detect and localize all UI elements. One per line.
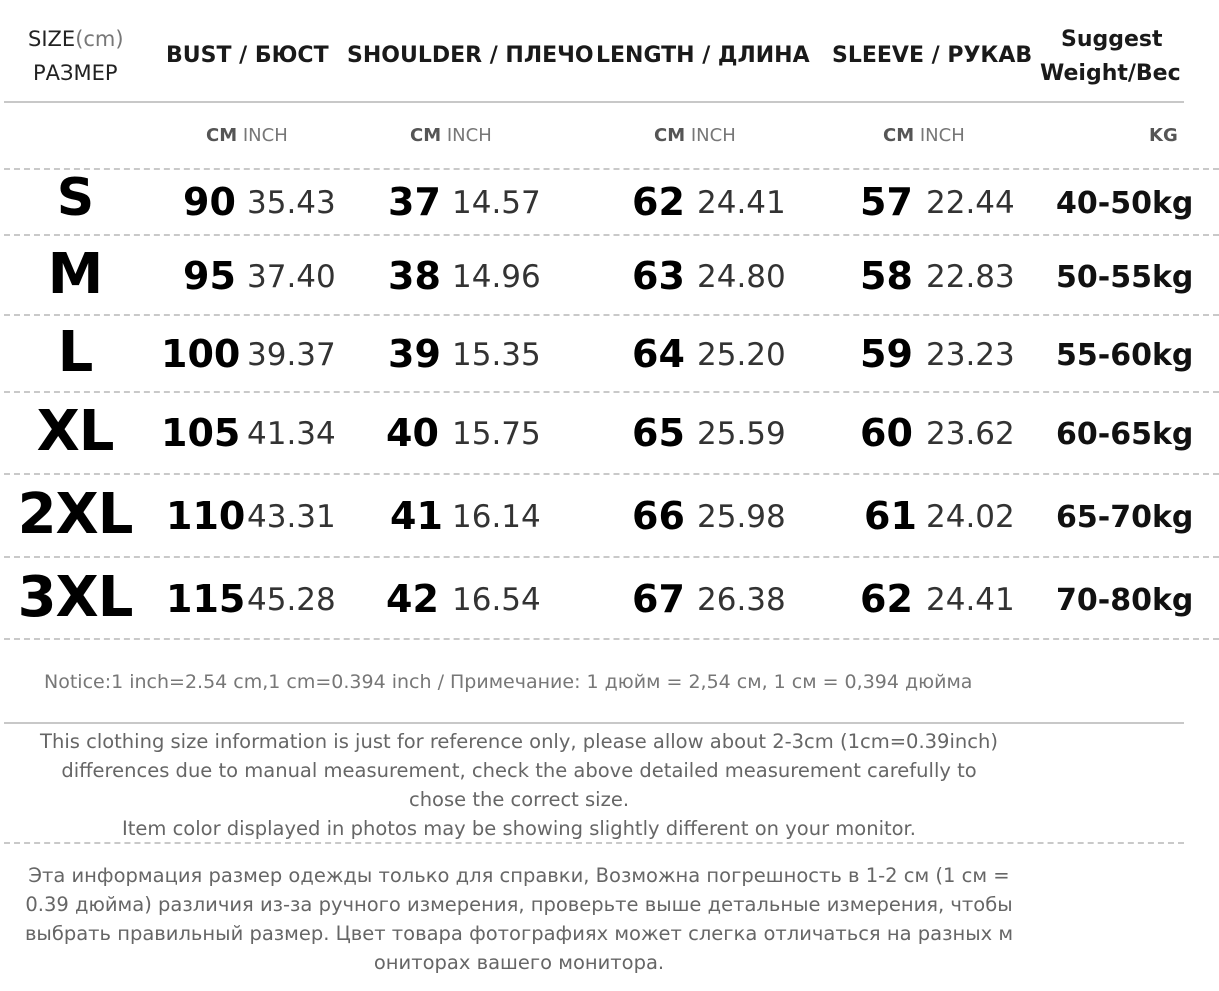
length-inch-value: 25.59 — [697, 416, 786, 452]
disclaimer-en-line: Item color displayed in photos may be showing slightly different on your monitor. — [122, 817, 916, 840]
weight-units — [1149, 125, 1178, 146]
length-inch-value: 24.41 — [697, 185, 786, 221]
disclaimer-ru-line: ониторах вашего монитора. — [373, 951, 665, 974]
shoulder-inch-value: 15.35 — [452, 337, 541, 373]
length-inch-value: 26.38 — [697, 582, 786, 618]
size-header-unit: (cm) — [75, 27, 124, 51]
conversion-notice: Notice:1 inch=2.54 cm,1 cm=0.394 inch / Примечание: 1 дюйм = 2,54 см, 1 см = 0,394 дюйма — [44, 671, 973, 693]
length-cm-value: 65 — [632, 411, 685, 455]
bust-inch-value: 39.37 — [247, 337, 336, 373]
sleeve-inch-value: 22.44 — [926, 185, 1015, 221]
table-row — [0, 240, 1219, 312]
cm-unit-label: CM — [654, 125, 686, 146]
shoulder-units — [410, 125, 492, 146]
disclaimer-ru-line: выбрать правильный размер. Цвет товара фотографиях может слегка отличаться на разных м — [24, 922, 1014, 945]
shoulder-inch-value: 16.54 — [452, 582, 541, 618]
length-column-header: LENGTH / ДЛИНА — [596, 43, 810, 68]
shoulder-cm-value: 42 — [386, 577, 439, 621]
sleeve-cm-value: 61 — [864, 494, 917, 538]
length-cm-value: 62 — [632, 180, 685, 224]
disclaimer-ru-line: Эта информация размер одежды только для справки, Возможна погрешность в 1-2 см (1 см = — [28, 864, 1010, 887]
length-cm-value: 67 — [632, 577, 685, 621]
length-inch-value: 25.98 — [697, 499, 786, 535]
sleeve-column-header: SLEEVE / РУКАВ — [832, 43, 1033, 68]
shoulder-cm-value: 41 — [390, 494, 443, 538]
shoulder-inch-value: 15.75 — [452, 416, 541, 452]
bust-cm-value: 95 — [183, 254, 236, 298]
bust-cm-value: 90 — [183, 180, 236, 224]
disclaimer-ru-line: 0.39 дюйма) различия из-за ручного измерения, проверьте выше детальные измерения, чтобы — [25, 893, 1013, 916]
length-cm-value: 64 — [632, 332, 685, 376]
weight-value: 70-80kg — [1056, 583, 1194, 618]
length-cm-value: 66 — [632, 494, 685, 538]
sleeve-inch-value: 23.62 — [926, 416, 1015, 452]
size-label: S — [56, 168, 94, 228]
size-label: M — [47, 242, 103, 307]
weight-value: 50-55kg — [1056, 260, 1194, 295]
bust-inch-value: 35.43 — [247, 185, 336, 221]
bust-units — [206, 125, 288, 146]
disclaimer-en — [4, 727, 1034, 843]
size-label: XL — [36, 399, 114, 464]
shoulder-cm-value: 39 — [388, 332, 441, 376]
weight-value: 65-70kg — [1056, 500, 1194, 535]
bust-inch-value: 41.34 — [247, 416, 336, 452]
cm-unit-label: CM — [410, 125, 442, 146]
inch-unit-label: INCH — [446, 125, 492, 146]
sleeve-inch-value: 24.41 — [926, 582, 1015, 618]
sleeve-cm-value: 60 — [860, 411, 913, 455]
cm-unit-label: CM — [883, 125, 915, 146]
length-inch-value: 25.20 — [697, 337, 786, 373]
size-label: 3XL — [17, 565, 133, 630]
shoulder-column-header: SHOULDER / ПЛЕЧО — [347, 43, 594, 68]
weight-value: 60-65kg — [1056, 417, 1194, 452]
size-header-label: SIZE — [28, 27, 76, 51]
table-row — [0, 563, 1219, 637]
sleeve-inch-value: 24.02 — [926, 499, 1015, 535]
shoulder-inch-value: 16.14 — [452, 499, 541, 535]
row-divider — [4, 234, 1219, 236]
disclaimer-en-line: chose the correct size. — [408, 788, 630, 811]
sleeve-units — [883, 125, 965, 146]
disclaimer-ru — [4, 861, 1034, 977]
shoulder-inch-value: 14.57 — [452, 185, 541, 221]
size-header-label-ru: РАЗМЕР — [33, 61, 118, 85]
weight-column-header-line2: Weight/Вес — [1040, 61, 1181, 86]
table-row — [0, 480, 1219, 556]
bust-inch-value: 37.40 — [247, 259, 336, 295]
sleeve-cm-value: 59 — [860, 332, 913, 376]
units-divider — [4, 168, 1219, 170]
header-divider — [4, 101, 1184, 103]
bust-cm-value: 105 — [161, 411, 241, 455]
size-label: 2XL — [17, 482, 133, 547]
row-divider — [4, 314, 1219, 316]
bust-cm-value: 110 — [166, 494, 246, 538]
table-row — [0, 168, 1219, 234]
shoulder-inch-value: 14.96 — [452, 259, 541, 295]
row-divider — [4, 556, 1219, 558]
inch-unit-label: INCH — [690, 125, 736, 146]
length-cm-value: 63 — [632, 254, 685, 298]
weight-value: 40-50kg — [1056, 186, 1194, 221]
shoulder-cm-value: 38 — [388, 254, 441, 298]
shoulder-cm-value: 37 — [388, 180, 441, 224]
disclaimer-divider — [4, 842, 1184, 844]
weight-value: 55-60kg — [1056, 338, 1194, 373]
size-label: L — [57, 320, 93, 385]
disclaimer-en-line: This clothing size information is just for reference only, please allow about 2-3cm (1cm=0.39inch) — [40, 730, 998, 753]
sleeve-inch-value: 22.83 — [926, 259, 1015, 295]
bust-inch-value: 43.31 — [247, 499, 336, 535]
row-divider — [4, 638, 1219, 640]
sleeve-inch-value: 23.23 — [926, 337, 1015, 373]
notice-divider — [4, 722, 1184, 724]
inch-unit-label: INCH — [919, 125, 965, 146]
sleeve-cm-value: 62 — [860, 577, 913, 621]
disclaimer-en-line: differences due to manual measurement, check the above detailed measurement carefully to — [61, 759, 977, 782]
sleeve-cm-value: 58 — [860, 254, 913, 298]
shoulder-cm-value: 40 — [386, 411, 439, 455]
weight-column-header-line1: Suggest — [1061, 27, 1163, 52]
length-inch-value: 24.80 — [697, 259, 786, 295]
length-units — [654, 125, 736, 146]
inch-unit-label: INCH — [242, 125, 288, 146]
bust-cm-value: 100 — [161, 332, 241, 376]
size-column-header — [28, 27, 124, 51]
sleeve-cm-value: 57 — [860, 180, 913, 224]
bust-column-header: BUST / БЮСТ — [166, 43, 329, 68]
row-divider — [4, 473, 1219, 475]
table-row — [0, 397, 1219, 471]
bust-inch-value: 45.28 — [247, 582, 336, 618]
table-row — [0, 318, 1219, 390]
kg-unit-label: KG — [1149, 125, 1178, 146]
row-divider — [4, 391, 1219, 393]
cm-unit-label: CM — [206, 125, 238, 146]
bust-cm-value: 115 — [166, 577, 246, 621]
